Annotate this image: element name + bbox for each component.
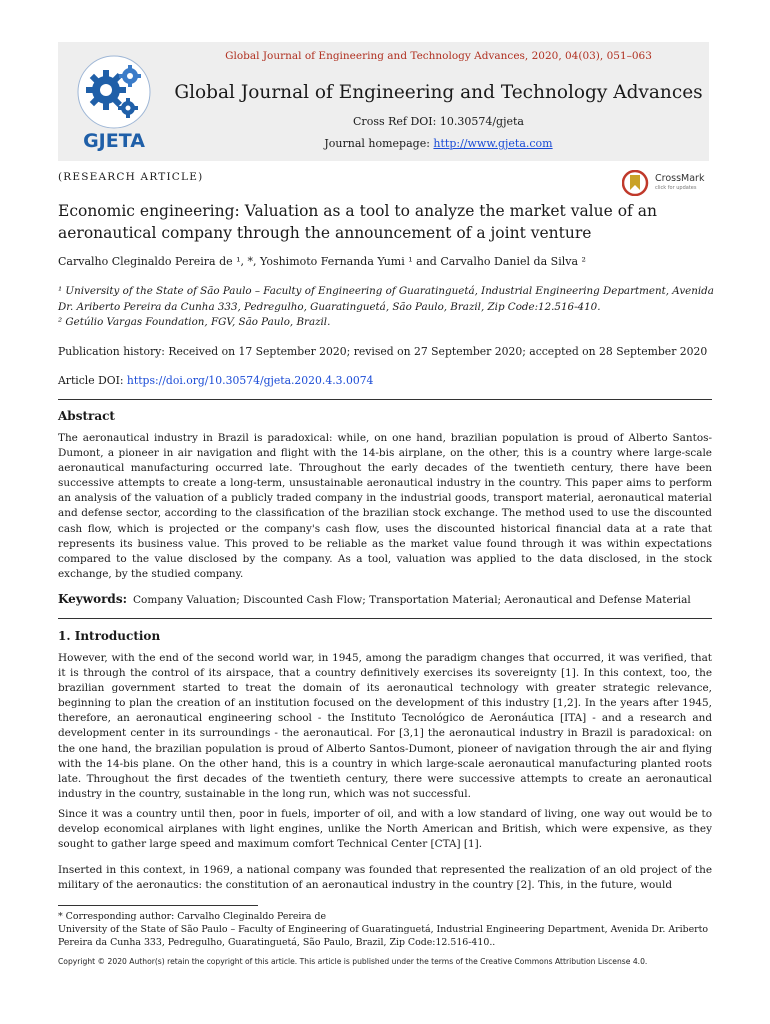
crossref-doi: Cross Ref DOI: 10.30574/gjeta <box>353 115 524 128</box>
crossmark-icon <box>622 170 652 196</box>
journal-header <box>58 42 709 161</box>
abstract-text: The aeronautical industry in Brazil is paradoxical: while, on one hand, brazilian population is proud of Alberto Santos-Dumont, a pioneer in air navigation and flight with the 14-bis airplane, on the other, this is a country where large-scale aeronautical manufacturing occurred late. Throughout the early decades of the twentieth century, there have been successive attempts to create a long-term, unsustainable aeronautical industry in the country. This paper aims to perform an analysis of the valuation of a publicly traded company in the industrial goods, transport material, aeronautical material and defense sector, according to the classification of the brazilian stock exchange. The method used to use the discounted cash flow, which is projected or the company's cash flow, uses the discounted historical financial data at a rate that represents its business value. This proved to be reliable as the market value found through it was within expectations compared to the value disclosed by the company. As a tool, valuation was applied to the data disclosed, in the stock exchange, by the studied company. <box>58 432 712 580</box>
section-heading-introduction: 1. Introduction <box>58 629 161 643</box>
intro-paragraph-2: Since it was a country until then, poor in fuels, importer of oil, and with a low standard of living, one way out would be to develop economical airplanes with light engines, unlike the North American and British, which were expensive, as they sought to gather large speed and maximum comfort Technical Center [CTA] [1]. <box>58 808 712 851</box>
doi-link[interactable]: https://doi.org/10.30574/gjeta.2020.4.3.0074 <box>126 374 374 387</box>
affiliation-2: ² Getúlio Vargas Foundation, FGV, São Paulo, Brazil. <box>58 316 331 328</box>
intro-paragraph-3: Inserted in this context, in 1969, a national company was founded that represented the realization of an old project of the military of the aeronautics: the constitution of an aeronautical industry in the country [2]. This, in the future, would <box>58 864 712 892</box>
abstract-heading: Abstract <box>58 409 115 423</box>
keywords-label: Keywords: <box>58 592 128 606</box>
article-doi <box>58 374 373 387</box>
footnote-address: University of the State of São Paulo – Faculty of Engineering of Guaratinguetá, Industrial Engineering Department, Avenida Dr. Ariberto Pereira da Cunha 333, Pedregulho, Guaratinguetá, São Paulo, Brazil, Zip Code:12.516-410.. <box>58 924 709 948</box>
author-list: Carvalho Cleginaldo Pereira de ¹, *, Yoshimoto Fernanda Yumi ¹ and Carvalho Daniel da Silva ² <box>58 255 586 268</box>
history-text: Received on 17 September 2020; revised on 27 September 2020; accepted on 28 September 2020 <box>168 345 708 358</box>
history-label: Publication history: <box>58 345 169 358</box>
keywords-list: Company Valuation; Discounted Cash Flow; Transportation Material; Aeronautical and Defense Material <box>133 594 691 606</box>
crossmark-badge[interactable] <box>622 170 712 196</box>
divider <box>58 618 712 619</box>
homepage-label: Journal homepage: <box>324 137 434 150</box>
svg-text:GJETA: GJETA <box>83 130 145 152</box>
divider <box>58 399 712 400</box>
affiliation-1: ¹ University of the State of São Paulo – Faculty of Engineering of Guaratinguetá, Industrial Engineering Department, Avenida Dr. Ariberto Pereira da Cunha 333, Pedregulho, Guaratinguetá, São Paulo, Brazil, Zip Code:12.516-410. <box>58 285 714 313</box>
journal-homepage <box>168 137 709 150</box>
homepage-link[interactable]: http://www.gjeta.com <box>433 137 553 150</box>
article-title: Economic engineering: Valuation as a tool to analyze the market value of an aeronautical company through the announcement of a joint venture <box>58 202 657 242</box>
affiliations <box>58 284 718 331</box>
intro-paragraph-1: However, with the end of the second world war, in 1945, among the paradigm changes that occurred, it was verified, that it is through the control of its airspace, that a country definitively exercises its sovereignty [1]. In this context, too, the brazilian government started to treat the domain of its aeronautical technology with greater strategic relevance, beginning to plan the creation of an institution focused on the development of this industry [1,2]. In the years after 1945, therefore, an aeronautical engineering school - the Instituto Tecnológico de Aeronáutica [ITA] - and a research and development center in its surroundings - the aeronautical. For [3,1] the aeronautical industry in Brazil is paradoxical: on the one hand, the brazilian population is proud of Alberto Santos-Dumont, pioneer of navigation through the air and flying with the 14-bis plane. On the other hand, this is a country in which large-scale aeronautical manufacturing planted roots late. Throughout the first decades of the twentieth century, there were successive attempts to create an aeronautical industry in the country, sustainable in the long run, which was not successful. <box>58 652 712 800</box>
crossmark-sub: click for updates <box>655 185 697 191</box>
article-type: (RESEARCH ARTICLE) <box>58 171 204 183</box>
crossmark-label: CrossMark <box>655 173 705 184</box>
footnote-divider <box>58 905 258 906</box>
doi-label: Article DOI: <box>58 374 127 387</box>
copyright-notice: Copyright © 2020 Author(s) retain the copyright of this article. This article is published under the terms of the Creative Commons Attribution Liscense 4.0. <box>58 957 648 966</box>
journal-title: Global Journal of Engineering and Technology Advances <box>174 82 703 103</box>
publication-history <box>58 345 707 358</box>
journal-citation: Global Journal of Engineering and Technology Advances, 2020, 04(03), 051–063 <box>225 50 652 62</box>
footnote-author: * Corresponding author: Carvalho Cleginaldo Pereira de <box>58 911 327 922</box>
gjeta-logo <box>64 50 164 154</box>
keywords <box>58 592 691 606</box>
corresponding-author-note <box>58 910 712 949</box>
